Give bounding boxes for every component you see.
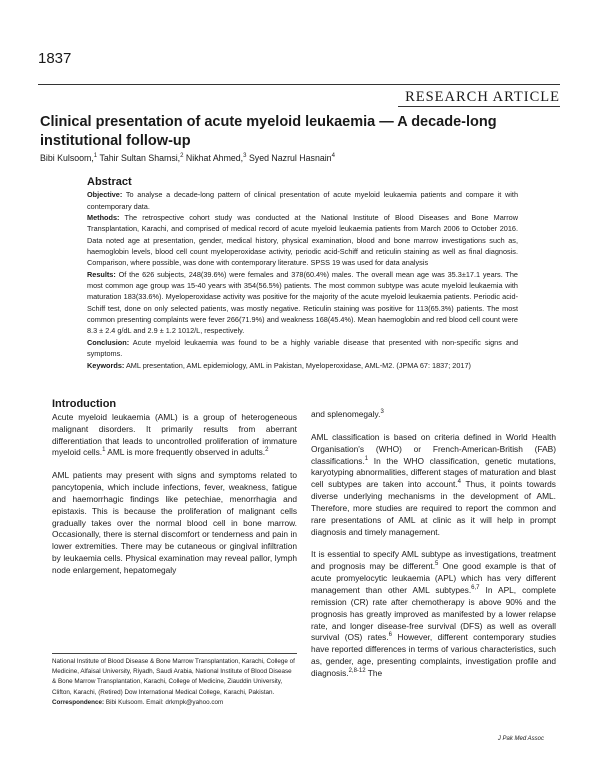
author-name: Bibi Kulsoom,: [40, 153, 94, 163]
body-text: The: [365, 667, 383, 678]
citation: 2: [265, 447, 269, 454]
abstract-conclusion: [87, 337, 518, 360]
keywords-label: Keywords:: [87, 360, 125, 370]
correspondence-text: Bibi Kulsoom. Email: drkmpk@yahoo.com: [105, 698, 224, 706]
citation: 6,7: [471, 585, 480, 592]
body-text: One good example is that of acute promyelocytic leukaemia (APL) which has very different management than other AML subtypes.: [311, 561, 556, 595]
article-title: Clinical presentation of acute myeloid leukaemia — A decade-long institutional follow-up: [40, 114, 497, 149]
correspondence-label: Correspondence:: [52, 698, 105, 706]
left-column: [52, 399, 297, 588]
keywords-text: AML presentation, AML epidemiology, AML in Pakistan, Myeloperoxidase, AML-M2. (JPMA 67: 1837; 2017): [125, 360, 471, 370]
citation: 5: [435, 561, 439, 568]
body-text: In APL, complete remission (CR) rate after chemotherapy is above 90% and the prognosis has greatly improved as manifested by a lower relapse rate, and longer disease-free survival (DFS) as well as overall survival (OS) rates.: [311, 584, 556, 643]
methods-text: The retrospective cohort study was conducted at the National Institute of Blood Diseases and Bone Marrow Transplantation, Karachi, and comprised of medical record of acute myeloid leukaemia patients from March 2006 to October 2016. Data noted age at presentation, gender, medical history, physical examination, blood and bone marrow investigations such as, haemoglobin levels, blood cell count myeloperoxidase activity, periodic acid-Schiff and reticulin staining as well as final diagnosis. Comparison, where possible, was done with contemporary literature. SPSS 19 was used for data analysis: [87, 213, 518, 268]
citation: 2,8-12: [348, 668, 366, 675]
header-rule-top: [38, 84, 560, 85]
conclusion-label: Conclusion:: [87, 337, 130, 347]
correspondence: [52, 698, 297, 708]
footnote-divider: [52, 653, 297, 654]
affiliations: National Institute of Blood Disease & Bone Marrow Transplantation, Karachi, College of Medicine, Alfaisal University, Riyadh, Saudi Arabia, National Institute of Blood Disease & Bone Marrow Transplantation, Karachi, College of Medicine, Ziauddin University, Clifton, Karachi, (Retired) Dow International Medical College, Karachi, Pakistan.: [52, 658, 295, 696]
author-name: Tahir Sultan Shamsi,: [99, 153, 181, 163]
right-paragraph-1: [311, 432, 556, 539]
intro-text: AML is more frequently observed in adults.: [105, 447, 266, 458]
results-label: Results:: [87, 269, 116, 279]
intro-paragraph-2: AML patients may present with signs and symptoms related to pancytopenia, which include infections, fever, weakness, fatigue and haemorrhagic findings like petechiae, menorrhagia and epistaxis. This is because the proliferation of malignant cells gradually takes over the normal blood cell in bone marrow. Occasionally, there is sternal discomfort or tenderness and pain in lower extremities. There may be cutaneous or gingival infiltration by leukaemia cells. Physical examination may reveal pallor, lymph node enlargement, hepatomegaly: [52, 470, 297, 575]
author-affiliation: 2: [180, 153, 184, 160]
journal-footer: J Pak Med Assoc: [497, 736, 544, 742]
author-affiliation: 3: [243, 153, 247, 160]
abstract-keywords: [87, 360, 518, 371]
intro-paragraph-1: [52, 412, 297, 459]
body-text: and splenomegaly.: [311, 409, 381, 419]
author-affiliation: 1: [93, 153, 98, 160]
right-column: [311, 409, 556, 691]
citation: 4: [457, 479, 461, 486]
affiliation-footnote: [52, 657, 297, 708]
body-text: AML classification is based on criteria defined in World Health Organisation's (WHO) or French-American-British (FAB) classifications.: [311, 431, 556, 466]
author-list: [40, 153, 335, 163]
objective-text: To analyse a decade-long pattern of clinical presentation of acute myeloid leukaemia patients and compare it with contemporary data.: [87, 190, 518, 211]
results-text: Of the 626 subjects, 248(39.6%) were females and 378(60.4%) males. The overall mean age was 35.3±17.1 years. The most common age group was 15-40 years with 354(56.5%) patients. The most common subtype was acute myeloid leukaemia with maturation 183(33.6%). Myeloperoxidase activity was positive for the majority of the acute myeloid leukaemia patients. Periodic acid-Schiff test, done on only selected patients, was mostly negative. Reticulin staining was positive for 113(65.3%) patients. The most common presenting complaints were fever 266(71.9%) and weakness 168(45.4%). Mean haemoglobin and red blood cell count were 8.3 ± 2.4 g/dL and 2.9 ± 1.2 1012/L, respectively.: [87, 269, 518, 336]
abstract-methods: [87, 212, 518, 269]
body-text: In the WHO classification, genetic mutations, karyotyping abnormalities, different stages of maturation and blast cell subtypes are taken into account.: [311, 455, 556, 490]
body-text: It is essential to specify AML subtype as investigations, treatment and prognosis may be different.: [311, 549, 556, 572]
conclusion-text: Acute myeloid leukaemia was found to be a highly variable disease that presented with non-specific signs and symptoms.: [87, 337, 519, 359]
page-number: 1837: [38, 50, 72, 67]
right-paragraph-2: [311, 549, 556, 679]
citation: 6: [388, 632, 392, 639]
methods-label: Methods:: [87, 213, 120, 223]
citation: 1: [102, 447, 106, 454]
body-text: However, different contemporary studies have reported differences in terms of various characteristics, such as, gender, age, presenting complaints, investigation profile and diagnosis.: [311, 632, 556, 678]
right-paragraph-0: [311, 409, 556, 421]
author-name: Syed Nazrul Hasnain: [248, 153, 332, 163]
abstract-block: [87, 177, 518, 371]
body-text: Thus, it points towards diverse underlying mechanisms in the development of AML. Therefore, more studies are required to report the common and rare presentations of AML at clinic as it will help in prompt diagnosis and timely management.: [311, 479, 556, 537]
citation: 1: [364, 455, 369, 462]
author-name: Nikhat Ahmed,: [185, 153, 244, 163]
header-rule-bottom: [398, 106, 560, 107]
abstract-objective: [87, 189, 518, 212]
intro-text: Acute myeloid leukaemia (AML) is a group of heterogeneous malignant disorders. It primarily results from aberrant differentiation that leads to uncontrolled proliferation of immature myeloid cells.: [52, 411, 297, 458]
section-label: RESEARCH ARTICLE: [405, 89, 560, 105]
abstract-heading: Abstract: [87, 176, 132, 188]
introduction-heading: Introduction: [52, 398, 117, 410]
citation: 3: [380, 409, 384, 416]
objective-label: Objective:: [87, 190, 123, 200]
abstract-results: [87, 269, 518, 337]
author-affiliation: 4: [331, 153, 335, 160]
